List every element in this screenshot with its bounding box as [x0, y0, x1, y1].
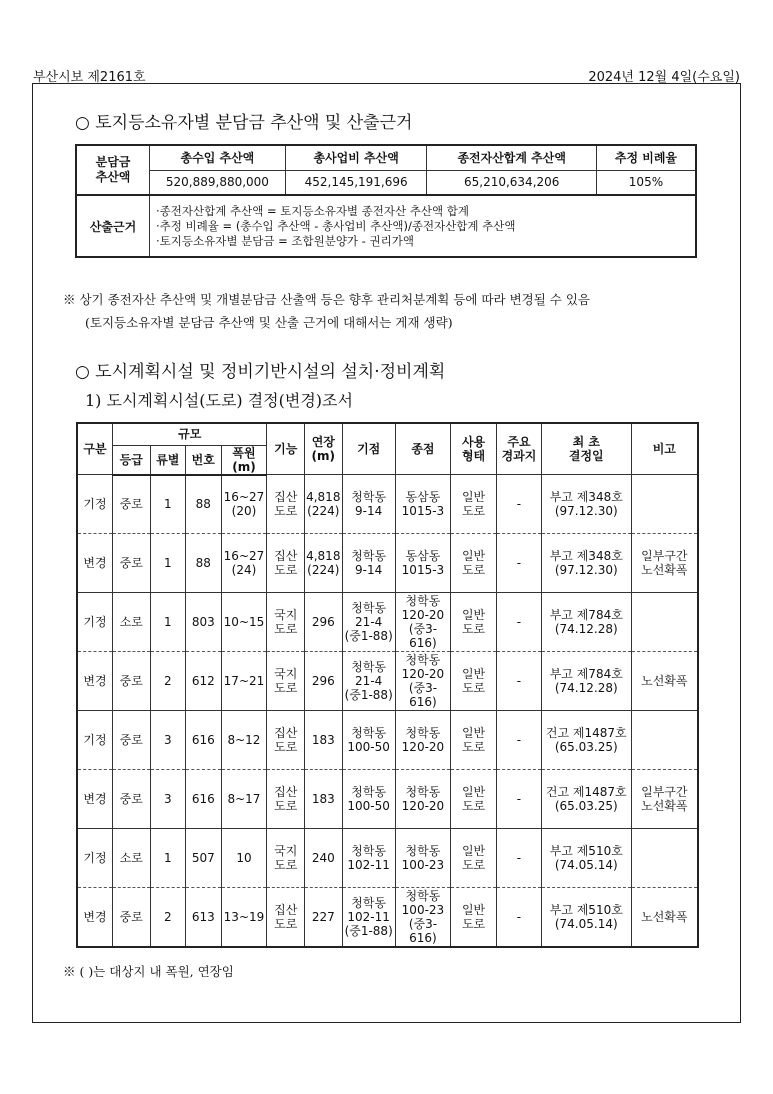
cell-length: 296 — [305, 593, 343, 652]
cell-width: 10~15 — [221, 593, 267, 652]
cell-length: 183 — [305, 770, 343, 829]
cell-gubun: 변경 — [77, 534, 112, 593]
row-label-basis: 산출근거 — [76, 195, 150, 257]
cell-gubun: 기정 — [77, 475, 112, 534]
cell-length: 240 — [305, 829, 343, 888]
basis-line: ·토지등소유자별 분담금 = 조합원분양가 - 권리가액 — [156, 233, 414, 248]
value-total-revenue: 520,889,880,000 — [150, 170, 286, 195]
cell-width: 10 — [221, 829, 267, 888]
cell-main-route: - — [497, 888, 542, 947]
cell-grade: 중로 — [112, 475, 150, 534]
cell-main-route: - — [497, 829, 542, 888]
cell-length: 183 — [305, 711, 343, 770]
cell-usage: 일반 도로 — [451, 475, 497, 534]
header-main-route: 주요 경과지 — [497, 423, 542, 475]
header-start: 기점 — [342, 423, 395, 475]
cell-length: 296 — [305, 652, 343, 711]
cell-type: 2 — [150, 652, 185, 711]
cell-number: 616 — [186, 770, 221, 829]
table-row — [77, 593, 698, 652]
header-gubun: 구분 — [77, 423, 112, 475]
cell-function: 집산 도로 — [267, 770, 305, 829]
note-1: ※ 상기 종전자산 추산액 및 개별분담금 산출액 등은 향후 관리처분계획 등에 따라 변경될 수 있음 — [63, 292, 590, 307]
contribution-table — [75, 144, 697, 258]
value-ratio: 105% — [596, 170, 696, 195]
cell-function: 국지 도로 — [267, 829, 305, 888]
table-row — [77, 711, 698, 770]
cell-number: 612 — [186, 652, 221, 711]
cell-main-route: - — [497, 593, 542, 652]
cell-function: 국지 도로 — [267, 652, 305, 711]
cell-start-point: 청학동 100-50 — [342, 711, 395, 770]
header-remark: 비고 — [631, 423, 698, 475]
cell-gubun: 기정 — [77, 593, 112, 652]
cell-type: 2 — [150, 888, 185, 947]
header-grade: 등급 — [112, 445, 150, 475]
cell-end-point: 청학동 120-20 (중3-616) — [395, 593, 450, 652]
publication-date: 2024년 12월 4일(수요일) — [588, 70, 740, 85]
cell-end-point: 청학동 120-20 — [395, 770, 450, 829]
cell-width: 13~19 — [221, 888, 267, 947]
cell-end-point: 동삼동 1015-3 — [395, 534, 450, 593]
cell-remark — [631, 475, 698, 534]
cell-type: 1 — [150, 829, 185, 888]
page-header — [33, 64, 740, 84]
table-row — [77, 829, 698, 888]
header-width: 폭원(m) — [221, 445, 267, 475]
header-type: 류별 — [150, 445, 185, 475]
cell-function: 집산 도로 — [267, 711, 305, 770]
cell-usage: 일반 도로 — [451, 770, 497, 829]
cell-start-point: 청학동 102-11 (중1-88) — [342, 888, 395, 947]
road-table-body — [77, 475, 698, 947]
cell-grade: 중로 — [112, 534, 150, 593]
cell-first-decision: 부고 제510호 (74.05.14) — [541, 888, 631, 947]
cell-first-decision: 부고 제348호 (97.12.30) — [541, 475, 631, 534]
publication-name: 부산시보 제2161호 — [33, 70, 146, 85]
cell-gubun: 변경 — [77, 652, 112, 711]
cell-number: 88 — [186, 534, 221, 593]
header-function: 기능 — [267, 423, 305, 475]
cell-grade: 중로 — [112, 888, 150, 947]
cell-grade: 중로 — [112, 652, 150, 711]
cell-first-decision: 부고 제784호 (74.12.28) — [541, 593, 631, 652]
cell-main-route: - — [497, 711, 542, 770]
basis-cell — [150, 195, 696, 257]
value-prior-assets: 65,210,634,206 — [427, 170, 596, 195]
table-row — [77, 888, 698, 947]
cell-usage: 일반 도로 — [451, 534, 497, 593]
cell-first-decision: 부고 제784호 (74.12.28) — [541, 652, 631, 711]
cell-function: 국지 도로 — [267, 593, 305, 652]
cell-grade: 중로 — [112, 711, 150, 770]
cell-type: 1 — [150, 593, 185, 652]
cell-remark: 노선확폭 — [631, 652, 698, 711]
value-total-cost: 452,145,191,696 — [285, 170, 427, 195]
cell-main-route: - — [497, 770, 542, 829]
cell-end-point: 청학동 120-20 (중3-616) — [395, 652, 450, 711]
section2-title: ○ 도시계획시설 및 정비기반시설의 설치·정비계획 — [75, 362, 446, 382]
note-2: (토지등소유자별 분담금 추산액 및 산출 근거에 대해서는 게재 생략) — [85, 315, 453, 330]
header-prior-assets: 종전자산합계 추산액 — [427, 145, 596, 170]
cell-start-point: 청학동 21-4 (중1-88) — [342, 652, 395, 711]
table-row — [77, 534, 698, 593]
cell-gubun: 기정 — [77, 829, 112, 888]
cell-usage: 일반 도로 — [451, 888, 497, 947]
header-total-revenue: 총수입 추산액 — [150, 145, 286, 170]
cell-end-point: 청학동 120-20 — [395, 711, 450, 770]
cell-function: 집산 도로 — [267, 475, 305, 534]
cell-grade: 소로 — [112, 593, 150, 652]
section2-subtitle: 1) 도시계획시설(도로) 결정(변경)조서 — [85, 391, 353, 410]
cell-function: 집산 도로 — [267, 888, 305, 947]
cell-type: 1 — [150, 534, 185, 593]
cell-grade: 중로 — [112, 770, 150, 829]
cell-usage: 일반 도로 — [451, 711, 497, 770]
cell-remark: 일부구간 노선확폭 — [631, 770, 698, 829]
cell-remark — [631, 829, 698, 888]
cell-usage: 일반 도로 — [451, 652, 497, 711]
header-end: 종점 — [395, 423, 450, 475]
cell-type: 3 — [150, 711, 185, 770]
basis-line: ·추정 비례율 = (총수입 추산액 - 총사업비 추산액)/종전자산합계 추산액 — [156, 218, 516, 233]
header-length: 연장 (m) — [305, 423, 343, 475]
cell-gubun: 기정 — [77, 711, 112, 770]
row-label-contribution: 분담금 추산액 — [76, 145, 150, 195]
cell-number: 616 — [186, 711, 221, 770]
cell-main-route: - — [497, 534, 542, 593]
cell-main-route: - — [497, 652, 542, 711]
cell-length: 4,818 (224) — [305, 534, 343, 593]
table-row — [77, 475, 698, 534]
cell-function: 집산 도로 — [267, 534, 305, 593]
cell-start-point: 청학동 102-11 — [342, 829, 395, 888]
cell-type: 1 — [150, 475, 185, 534]
cell-remark — [631, 593, 698, 652]
cell-gubun: 변경 — [77, 888, 112, 947]
cell-width: 8~17 — [221, 770, 267, 829]
cell-number: 613 — [186, 888, 221, 947]
cell-gubun: 변경 — [77, 770, 112, 829]
cell-start-point: 청학동 9-14 — [342, 475, 395, 534]
header-total-cost: 총사업비 추산액 — [285, 145, 427, 170]
header-ratio: 추정 비례율 — [596, 145, 696, 170]
table-row — [77, 652, 698, 711]
cell-remark: 노선확폭 — [631, 888, 698, 947]
cell-number: 803 — [186, 593, 221, 652]
cell-number: 507 — [186, 829, 221, 888]
road-facility-table — [76, 422, 699, 948]
cell-width: 16~27 (20) — [221, 475, 267, 534]
cell-width: 17~21 — [221, 652, 267, 711]
cell-length: 4,818 (224) — [305, 475, 343, 534]
cell-start-point: 청학동 100-50 — [342, 770, 395, 829]
cell-remark — [631, 711, 698, 770]
cell-first-decision: 부고 제348호 (97.12.30) — [541, 534, 631, 593]
table-row — [77, 770, 698, 829]
cell-end-point: 청학동 100-23 — [395, 829, 450, 888]
header-first-decision: 최 초 결정일 — [541, 423, 631, 475]
cell-usage: 일반 도로 — [451, 829, 497, 888]
cell-first-decision: 건고 제1487호 (65.03.25) — [541, 770, 631, 829]
cell-first-decision: 부고 제510호 (74.05.14) — [541, 829, 631, 888]
cell-width: 8~12 — [221, 711, 267, 770]
cell-number: 88 — [186, 475, 221, 534]
cell-usage: 일반 도로 — [451, 593, 497, 652]
cell-width: 16~27 (24) — [221, 534, 267, 593]
cell-start-point: 청학동 21-4 (중1-88) — [342, 593, 395, 652]
header-scale: 규모 — [112, 423, 266, 445]
header-usage: 사용 형태 — [451, 423, 497, 475]
basis-line: ·종전자산합계 추산액 = 토지등소유자별 종전자산 추산액 합계 — [156, 203, 469, 218]
cell-end-point: 동삼동 1015-3 — [395, 475, 450, 534]
cell-type: 3 — [150, 770, 185, 829]
footnote: ※ ( )는 대상지 내 폭원, 연장임 — [63, 964, 234, 979]
cell-start-point: 청학동 9-14 — [342, 534, 395, 593]
cell-first-decision: 건고 제1487호 (65.03.25) — [541, 711, 631, 770]
section1-title: ○ 토지등소유자별 분담금 추산액 및 산출근거 — [75, 113, 413, 133]
cell-end-point: 청학동 100-23 (중3-616) — [395, 888, 450, 947]
header-number: 번호 — [186, 445, 221, 475]
cell-grade: 소로 — [112, 829, 150, 888]
cell-length: 227 — [305, 888, 343, 947]
cell-main-route: - — [497, 475, 542, 534]
cell-remark: 일부구간 노선확폭 — [631, 534, 698, 593]
